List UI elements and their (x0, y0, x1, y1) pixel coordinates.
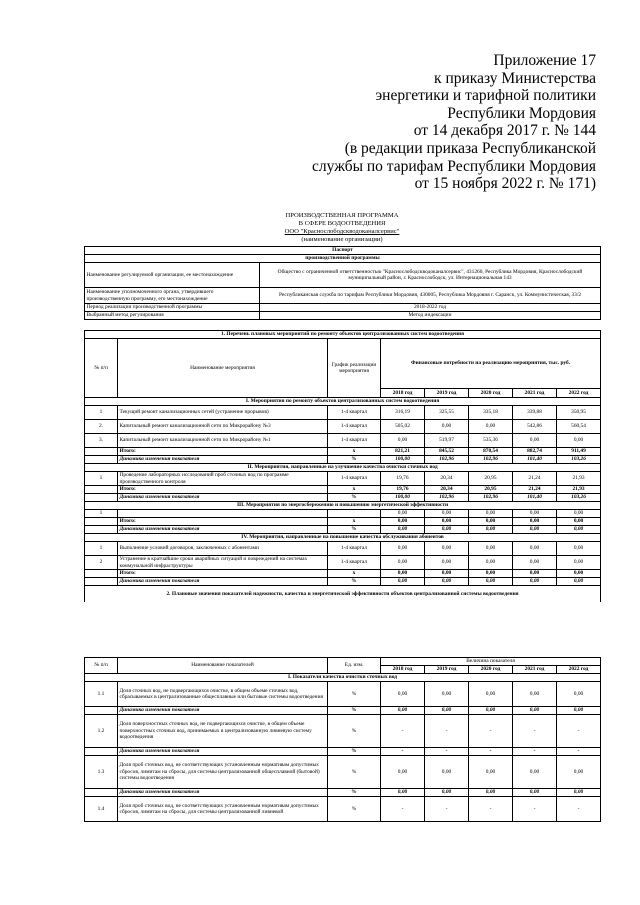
total-value: 0,00 (469, 518, 513, 526)
row-value: 0,00 (425, 756, 469, 789)
row-name: Доля проб сточных вод, не соответствующих установленным нормативам допустимых сбросов, лимитам на сбросы, для системы централизованной ливневой (118, 797, 328, 822)
table-row (85, 472, 601, 486)
row-value: - (557, 715, 601, 748)
dynamics-value: 0,00 (381, 526, 425, 534)
header-line: службы по тарифам Республики Мордовия (312, 157, 596, 175)
dynamics-value: 0,00 (557, 578, 601, 586)
organization-name: ООО "Краснослободскводоканалсервис" (284, 228, 400, 235)
dynamics-label: Динамика изменения показателя (118, 748, 328, 756)
header-line: Приложение 17 (493, 52, 596, 69)
row-schedule: 1-4 квартал (328, 472, 381, 486)
table-row (85, 682, 601, 707)
passport-value: Метод индексации (260, 312, 601, 320)
row-value: 20,34 (425, 472, 469, 486)
row-value: 0,00 (381, 510, 425, 518)
row-value: 21,93 (557, 472, 601, 486)
total-label: Итого: (118, 518, 328, 526)
row-value: 0,00 (557, 510, 601, 518)
total-value: 0,00 (557, 518, 601, 526)
dynamics-value: 0,00 (425, 526, 469, 534)
dynamics-value: 102,96 (469, 456, 513, 464)
row-num: 1.4 (85, 797, 118, 822)
dynamics-value: - (381, 748, 425, 756)
table-row (85, 756, 601, 789)
dynamics-label: Динамика изменения показателя (118, 578, 328, 586)
year-header: 2019 год (425, 666, 469, 674)
row-unit: % (328, 797, 381, 822)
plan-table (84, 330, 601, 602)
header-line: от 14 декабря 2017 г. № 144 (413, 122, 596, 140)
row-value: 0,00 (381, 556, 425, 570)
dynamics-value: 103,26 (557, 456, 601, 464)
dynamics-row (85, 578, 601, 586)
row-name: Капитальный ремонт канализационной сети по Микрорайону №3 (118, 420, 328, 434)
row-value: 519,97 (425, 434, 469, 448)
table-row (85, 556, 601, 570)
row-num: 1.1 (85, 682, 118, 707)
row-name: Доля проб сточных вод, не соответствующих установленным нормативам допустимых сбросов, лимитам на сбросы, для системы централизованной общесплавной (бытовой) системы водоотведения (118, 756, 328, 789)
row-name: Доля поверхностных сточных вод, не подвергающихся очистке, в общем объеме поверхностных сточных вод, принимаемых в централизованную ливневую систему водоотведения (118, 715, 328, 748)
program-title: ПРОИЗВОДСТВЕННАЯ ПРОГРАММА (285, 212, 399, 219)
dynamics-label: Динамика изменения показателя (118, 494, 328, 502)
row-value: 0,00 (557, 434, 601, 448)
dynamics-value: 0,00 (469, 789, 513, 797)
row-value: - (469, 797, 513, 822)
section-title: I. Мероприятия по ремонту объектов централизованных систем водоотведения (85, 398, 601, 406)
row-value: - (469, 715, 513, 748)
dynamics-value: 0,00 (381, 707, 425, 715)
dynamics-value: - (513, 748, 557, 756)
year-header: 2022 год (557, 666, 601, 674)
year-header: 2018 год (381, 666, 425, 674)
col-schedule-header: График реализации мероприятия (328, 339, 381, 398)
dynamics-value: 0,00 (425, 789, 469, 797)
dynamics-value: 0,00 (513, 578, 557, 586)
row-value: 21,24 (513, 472, 557, 486)
section-title: III. Мероприятия по энергосбережению и повышению энергетической эффективности (85, 502, 601, 510)
row-value: 19,76 (381, 472, 425, 486)
appendix-header (266, 52, 596, 193)
row-value: 0,00 (381, 682, 425, 707)
total-value: 0,00 (557, 570, 601, 578)
section-title: IV. Мероприятия, направленные на повышение качества обслуживания абонентов (85, 534, 601, 542)
row-value: 560,54 (557, 420, 601, 434)
passport-value: Республиканская служба по тарифам Республики Мордовия, 430005, Республика Мордовия г. Саранск, ул. Коммунистическая, 33/2 (260, 288, 601, 304)
row-value: 0,00 (513, 542, 557, 556)
year-header: 2021 год (513, 666, 557, 674)
row-schedule: 1-4 квартал (328, 406, 381, 420)
dynamics-value: 0,00 (513, 789, 557, 797)
row-value: 0,00 (381, 542, 425, 556)
dynamics-value: 0,00 (469, 526, 513, 534)
total-value: 0,00 (513, 570, 557, 578)
dynamics-value: 0,00 (557, 707, 601, 715)
col-num-header: № п/п (85, 658, 118, 674)
plan-title: 1. Перечень плановых мероприятий по ремонту объектов централизованных систем водоотведения (85, 331, 601, 339)
dynamics-unit: % (328, 578, 381, 586)
dynamics-value: 102,96 (469, 494, 513, 502)
total-value: 870,54 (469, 448, 513, 456)
section-title: I. Показатели качества очистки сточных вод (85, 674, 601, 682)
dynamics-value: 0,00 (425, 707, 469, 715)
year-header: 2019 год (425, 389, 469, 398)
row-name: Выполнение условий договоров, заключенных с абонентами (118, 542, 328, 556)
row-value: 0,00 (513, 682, 557, 707)
dynamics-unit: % (328, 456, 381, 464)
total-value: 0,00 (425, 518, 469, 526)
total-value: 0,00 (469, 570, 513, 578)
year-header: 2020 год (469, 389, 513, 398)
row-num: 1 (85, 472, 118, 486)
indicators-title: 2. Плановые значения показателей надежности, качества и энергетической эффективности объектов централизованной системы водоотведения (85, 586, 601, 602)
program-sphere: В СФЕРЕ ВОДООТВЕДЕНИЯ (298, 220, 386, 227)
row-num: 1 (85, 542, 118, 556)
dynamics-value: 0,00 (381, 789, 425, 797)
row-value: 0,00 (381, 756, 425, 789)
row-value: 0,00 (557, 556, 601, 570)
total-value: 0,00 (425, 570, 469, 578)
row-unit: % (328, 715, 381, 748)
year-header: 2018 год (381, 389, 425, 398)
col-finance-header: Финансовые потребности на реализацию мероприятия, тыс. руб. (381, 339, 601, 389)
year-header: 2020 год (469, 666, 513, 674)
organization-caption: (наименование организации) (301, 236, 383, 243)
header-line: (в редакции приказа Республиканской (344, 139, 596, 157)
total-value: 821,21 (381, 448, 425, 456)
row-num: 3. (85, 434, 118, 448)
dynamics-label: Динамика изменения показателя (118, 707, 328, 715)
row-value: - (557, 797, 601, 822)
dynamics-row (85, 707, 601, 715)
section-title: II. Мероприятия, направленные на улучшение качества очистки сточных вод (85, 464, 601, 472)
row-value: 325,55 (425, 406, 469, 420)
row-num: 2. (85, 420, 118, 434)
total-unit: x (328, 570, 381, 578)
dynamics-unit: % (328, 526, 381, 534)
row-value: 535,36 (469, 434, 513, 448)
total-value: 882,74 (513, 448, 557, 456)
table-row (85, 510, 601, 518)
row-value: 0,00 (425, 420, 469, 434)
total-row (85, 570, 601, 578)
dynamics-value: 0,00 (381, 578, 425, 586)
indicators-table (84, 657, 601, 822)
dynamics-value: 0,00 (557, 789, 601, 797)
total-value: 19,76 (381, 486, 425, 494)
dynamics-value: 103,26 (557, 494, 601, 502)
row-value: 0,00 (513, 510, 557, 518)
dynamics-value: 100,00 (381, 494, 425, 502)
table-row (85, 715, 601, 748)
dynamics-value: 102,96 (425, 456, 469, 464)
row-num: 1 (85, 406, 118, 420)
passport-label: Выбранный метод регулирования (85, 312, 260, 320)
row-num: 2 (85, 556, 118, 570)
total-value: 20,95 (469, 486, 513, 494)
row-value: 0,00 (513, 756, 557, 789)
dynamics-value: 0,00 (469, 578, 513, 586)
year-header: 2021 год (513, 389, 557, 398)
total-unit: x (328, 448, 381, 456)
row-value: 335,18 (469, 406, 513, 420)
header-line: от 15 ноября 2022 г. № 171) (414, 175, 596, 193)
col-num-header: № п/п (85, 339, 118, 398)
row-schedule: 1-4 квартал (328, 420, 381, 434)
passport-title: Паспорт (85, 247, 601, 255)
header-line: к приказу Министерства (434, 69, 596, 87)
total-label: Итого: (118, 570, 328, 578)
year-header: 2022 год (557, 389, 601, 398)
table-row (85, 420, 601, 434)
row-schedule (328, 510, 381, 518)
passport-value: 2018-2022 год (260, 304, 601, 312)
total-value: 0,00 (381, 518, 425, 526)
dynamics-label: Динамика изменения показателя (118, 526, 328, 534)
dynamics-value: 101,40 (513, 494, 557, 502)
row-schedule: 1-4 квартал (328, 434, 381, 448)
passport-label: Наименование регулируемой организации, ее местонахождение (85, 263, 260, 288)
row-value: 339,88 (513, 406, 557, 420)
row-value: 0,00 (469, 542, 513, 556)
table-row (85, 542, 601, 556)
row-value: 20,95 (469, 472, 513, 486)
row-value: - (381, 797, 425, 822)
row-value: 542,86 (513, 420, 557, 434)
row-schedule: 1-4 квартал (328, 542, 381, 556)
col-value-header: Величина показателя (381, 658, 601, 666)
row-value: 0,00 (381, 434, 425, 448)
dynamics-unit: % (328, 707, 381, 715)
total-value: 21,24 (513, 486, 557, 494)
row-value: 0,00 (557, 682, 601, 707)
row-name (118, 510, 328, 518)
total-row (85, 486, 601, 494)
passport-label: Наименование уполномоченного органа, утвердившего производственную программу, его местонахождение (85, 288, 260, 304)
dynamics-label: Динамика изменения показателя (118, 789, 328, 797)
row-value: 0,00 (425, 510, 469, 518)
row-value: 0,00 (513, 556, 557, 570)
row-value: - (381, 715, 425, 748)
row-unit: % (328, 682, 381, 707)
total-row (85, 448, 601, 456)
row-unit: % (328, 756, 381, 789)
row-value: 0,00 (425, 682, 469, 707)
dynamics-value: 0,00 (469, 707, 513, 715)
total-value: 0,00 (513, 518, 557, 526)
row-value: 0,00 (425, 542, 469, 556)
passport-value: Общество с ограниченной ответственностью "Краснослободскводоканалсервис", 431260, Республика Мордовия, Краснослободский муниципальный район, г. Краснослободск, ул. Интернациональная 143 (260, 263, 601, 288)
total-value: 911,49 (557, 448, 601, 456)
dynamics-value: - (557, 748, 601, 756)
total-value: 21,93 (557, 486, 601, 494)
row-value: 0,00 (513, 434, 557, 448)
row-name: Доля сточных вод, не подвергающихся очистке, в общем объеме сточных вод, сбрасываемых в централизованные общесплавные или бытовые системы водоотведения (118, 682, 328, 707)
table-row (85, 797, 601, 822)
row-value: - (425, 715, 469, 748)
row-name: Устранение в кратчайшие сроки аварийных ситуаций и повреждений на системах коммунальной инфраструктуры (118, 556, 328, 570)
col-name-header: Наименование показателей (118, 658, 328, 674)
dynamics-row (85, 526, 601, 534)
dynamics-value: - (425, 748, 469, 756)
row-value: 316,19 (381, 406, 425, 420)
total-value: 20,34 (425, 486, 469, 494)
row-value: 505,02 (381, 420, 425, 434)
dynamics-value: 0,00 (425, 578, 469, 586)
row-value: 0,00 (469, 756, 513, 789)
dynamics-unit: % (328, 494, 381, 502)
row-value: 0,00 (557, 756, 601, 789)
dynamics-value: 0,00 (513, 707, 557, 715)
total-row (85, 518, 601, 526)
table-row (85, 434, 601, 448)
row-schedule: 1-4 квартал (328, 556, 381, 570)
total-label: Итого: (118, 448, 328, 456)
passport-label: Период реализации производственной программы (85, 304, 260, 312)
row-name: Проведение лабораторных исследований проб сточных вод по программе производственного контроля (118, 472, 328, 486)
total-value: 845,52 (425, 448, 469, 456)
row-value: - (513, 797, 557, 822)
total-unit: x (328, 518, 381, 526)
dynamics-row (85, 789, 601, 797)
row-value: 0,00 (469, 682, 513, 707)
row-value: - (425, 797, 469, 822)
header-line: энергетики и тарифной политики (375, 87, 596, 105)
dynamics-value: 101,40 (513, 456, 557, 464)
col-unit-header: Ед. изм. (328, 658, 381, 674)
row-value: 0,00 (469, 420, 513, 434)
dynamics-value: 0,00 (557, 526, 601, 534)
table-row (85, 406, 601, 420)
row-value: 350,95 (557, 406, 601, 420)
row-value: 0,00 (469, 510, 513, 518)
passport-subtitle: производственной программы (85, 255, 601, 263)
total-unit: x (328, 486, 381, 494)
row-num: 1 (85, 510, 118, 518)
dynamics-row (85, 456, 601, 464)
row-name: Текущий ремонт канализационных сетей (устранение прорывов) (118, 406, 328, 420)
dynamics-row (85, 748, 601, 756)
dynamics-unit: % (328, 748, 381, 756)
col-name-header: Наименование мероприятия (118, 339, 328, 398)
row-num: 1.3 (85, 756, 118, 789)
dynamics-unit: % (328, 789, 381, 797)
dynamics-value: - (469, 748, 513, 756)
total-value: 0,00 (381, 570, 425, 578)
dynamics-row (85, 494, 601, 502)
dynamics-label: Динамика изменения показателя (118, 456, 328, 464)
dynamics-value: 0,00 (513, 526, 557, 534)
row-value: - (513, 715, 557, 748)
header-line: Республики Мордовия (447, 104, 596, 122)
row-value: 0,00 (469, 556, 513, 570)
total-label: Итого: (118, 486, 328, 494)
row-name: Капитальный ремонт канализационной сети по Микрорайону №1 (118, 434, 328, 448)
row-num: 1.2 (85, 715, 118, 748)
row-value: 0,00 (557, 542, 601, 556)
row-value: 0,00 (425, 556, 469, 570)
passport-table (84, 246, 601, 320)
dynamics-value: 102,96 (425, 494, 469, 502)
program-title-block (84, 212, 600, 244)
dynamics-value: 100,00 (381, 456, 425, 464)
